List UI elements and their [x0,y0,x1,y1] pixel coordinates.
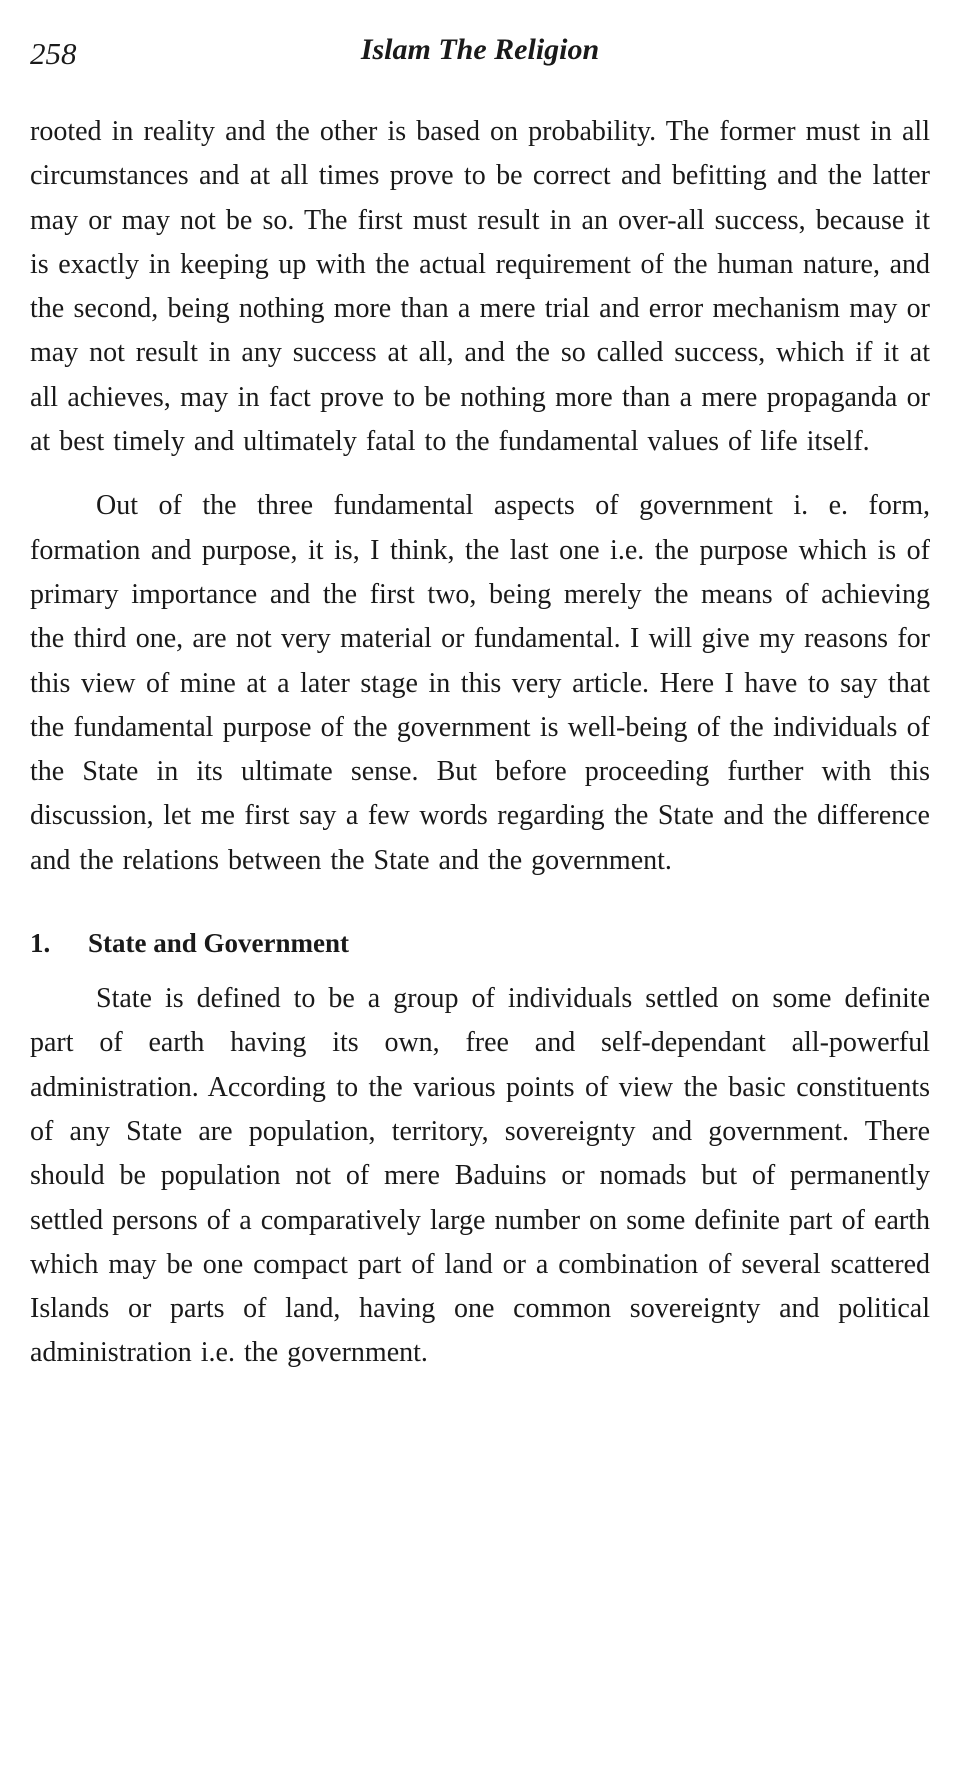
book-page [30,28,930,1376]
paragraph-government-aspects: Out of the three fundamental aspects of government i. e. form, formation and purpose, it is, I think, the last one i.e. the purpose which is of primary importance and the first two, being merely the means of achieving the third one, are not very material or fundamental. I will give my reasons for this view of mine at a later stage in this very article. Here I have to say that the fundamental purpose of the government is well-being of the individuals of the State in its ultimate sense. But before proceeding further with this discussion, let me first say a few words regarding the State and the difference and the relations between the State and the government. [30,490,930,876]
paragraph-continued: rooted in reality and the other is based on probability. The former must in all circumstances and at all times prove to be correct and befitting and the latter may or may not be so. The first must result in an over-all success, because it is exactly in keeping up with the actual requirement of the human nature, and the second, being nothing more than a mere trial and error mechanism may or may not result in any success at all, and the so called success, which if it at all achieves, may in fact prove to be nothing more than a mere propaganda or at best timely and ultimately fatal to the fundamental values of life itself. [30,116,930,458]
section-number: 1. [30,928,51,959]
paragraph-state-definition: State is defined to be a group of individuals settled on some definite part of earth having its own, free and self-dependant all-powerful administration. According to the various points of view the basic constituents of any State are population, territory, sovereignty and government. There should be population not of mere Baduins or nomads but of permanently settled persons of a comparatively large number on some definite part of earth which may be one compact part of land or a combination of several scattered Islands or parts of land, having one common sovereignty and political administration i.e. the government. [30,983,930,1369]
section-heading [30,923,930,963]
book-title: Islam The Religion [360,33,600,66]
section-title: State and Government [88,928,349,959]
page-number: 258 [30,36,77,71]
running-header [30,28,930,78]
